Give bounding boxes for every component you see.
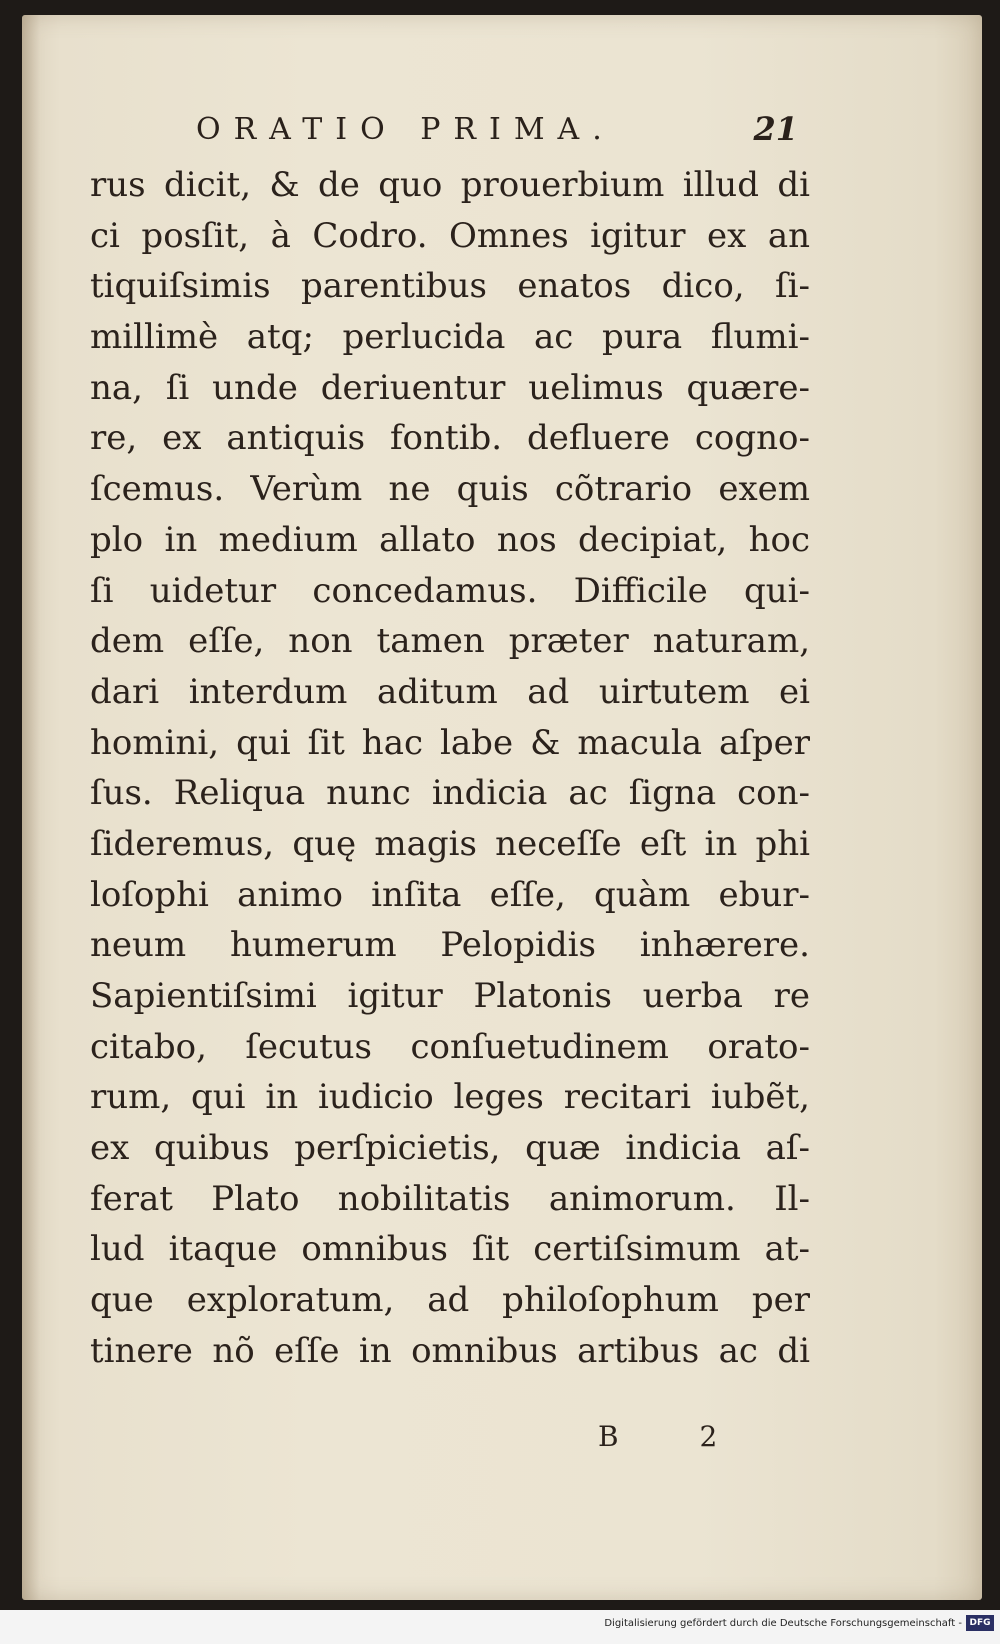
text-line: re, ex antiquis fontib. defluere cogno- [90,418,810,459]
text-line: tiquiſsimis parentibus enatos dico, ſi- [90,266,810,307]
text-line: rus dicit, & de quo prouerbium illud di [90,165,810,205]
text-line: tinere nõ eſſe in omnibus artibus ac di [90,1330,810,1371]
text-line: dari interdum aditum ad uirtutem ei [90,671,810,712]
funding-credit: Digitalisierung gefördert durch die Deutsche Forschungsgemeinschaft - [604,1618,962,1629]
text-line: millimè atq; perlucida ac pura flumi- [90,317,810,358]
text-line: que exploratum, ad philoſophum per [90,1280,810,1321]
running-title: ORATIO PRIMA. [196,112,615,147]
page-gutter-shadow [22,15,40,1600]
dfg-logo: DFG [966,1615,994,1631]
text-line: citabo, ſecutus conſuetudinem orato- [90,1026,810,1067]
page-number: 21 [753,110,798,148]
footer-strip [0,1610,1000,1644]
running-head [196,112,806,152]
text-line: ſi uidetur concedamus. Difficile qui- [90,570,810,611]
text-line: homini, qui ſit hac labe & macula aſper [90,722,810,763]
text-line: ſcemus. Verùm ne quis cõtrario exem [90,469,810,510]
text-line: ferat Plato nobilitatis animorum. Il- [90,1178,810,1219]
text-line: rum, qui in iudicio leges recitari iubẽt, [90,1077,810,1118]
text-line: ſideremus, quę magis neceſſe eſt in phi [90,823,810,864]
text-line: ex quibus perſpicietis, quæ indicia aſ- [90,1128,810,1169]
text-line: na, ſi unde deriuentur uelimus quære- [90,367,810,408]
text-line: dem eſſe, non tamen præter naturam, [90,621,810,662]
text-line: plo in medium allato nos decipiat, hoc [90,519,810,560]
text-line: ſus. Reliqua nunc indicia ac ſigna con- [90,773,810,814]
text-line: loſophi animo inſita eſſe, quàm ebur- [90,874,810,915]
body-text [90,160,810,1377]
signature-mark: B 2 [598,1420,754,1453]
text-line: neum humerum Pelopidis inhærere. [90,925,810,966]
text-line: ci posſit, à Codro. Omnes igitur ex an [90,215,810,256]
text-line: lud itaque omnibus ſit certiſsimum at- [90,1229,810,1270]
text-line: Sapientiſsimi igitur Platonis uerba re [90,976,810,1016]
